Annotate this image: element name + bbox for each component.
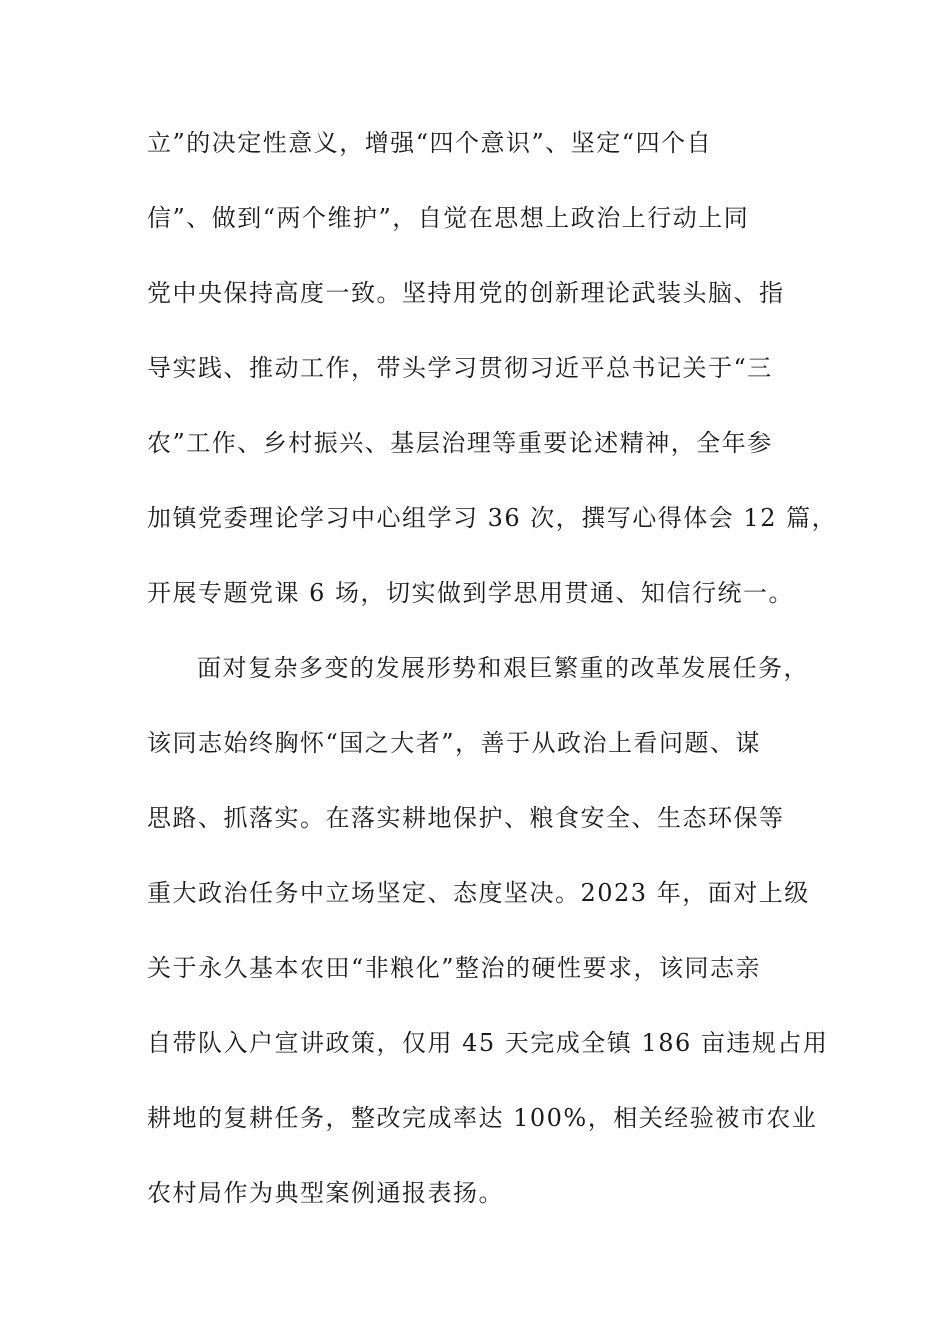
text-line: 面对复杂多变的发展形势和艰巨繁重的改革发展任务，: [197, 654, 809, 682]
text-line: 思路、抓落实。在落实耕地保护、粮食安全、生态环保等: [147, 804, 785, 832]
text-line: 耕地的复耕任务，整改完成率达 100%，相关经验被市农业: [147, 1104, 818, 1132]
paragraph-1: [147, 118, 838, 643]
text-line: 自带队入户宣讲政策，仅用 45 天完成全镇 186 亩违规占用: [147, 1029, 829, 1057]
text-line: 立”的决定性意义，增强“四个意识”、坚定“四个自: [147, 129, 713, 157]
text-line: 信”、做到“两个维护”，自觉在思想上政治上行动上同: [147, 204, 750, 232]
paragraph-2: [147, 643, 829, 1243]
text-line: 农村局作为典型案例通报表扬。: [147, 1179, 504, 1207]
text-line: 加镇党委理论学习中心组学习 36 次，撰写心得体会 12 篇，: [147, 504, 838, 532]
body-text: [147, 118, 838, 1243]
text-line: 重大政治任务中立场坚定、态度坚决。2023 年，面对上级: [147, 879, 810, 907]
text-line: 农”工作、乡村振兴、基层治理等重要论述精神，全年参: [147, 429, 773, 457]
text-line: 党中央保持高度一致。坚持用党的创新理论武装头脑、指: [147, 279, 785, 307]
text-line: 该同志始终胸怀“国之大者”，善于从政治上看问题、谋: [147, 729, 762, 757]
text-line: 导实践、推动工作，带头学习贯彻习近平总书记关于“三: [147, 354, 773, 382]
text-line: 开展专题党课 6 场，切实做到学思用贯通、知信行统一。: [147, 579, 795, 607]
text-line: 关于永久基本农田“非粮化”整治的硬性要求，该同志亲: [147, 954, 762, 982]
